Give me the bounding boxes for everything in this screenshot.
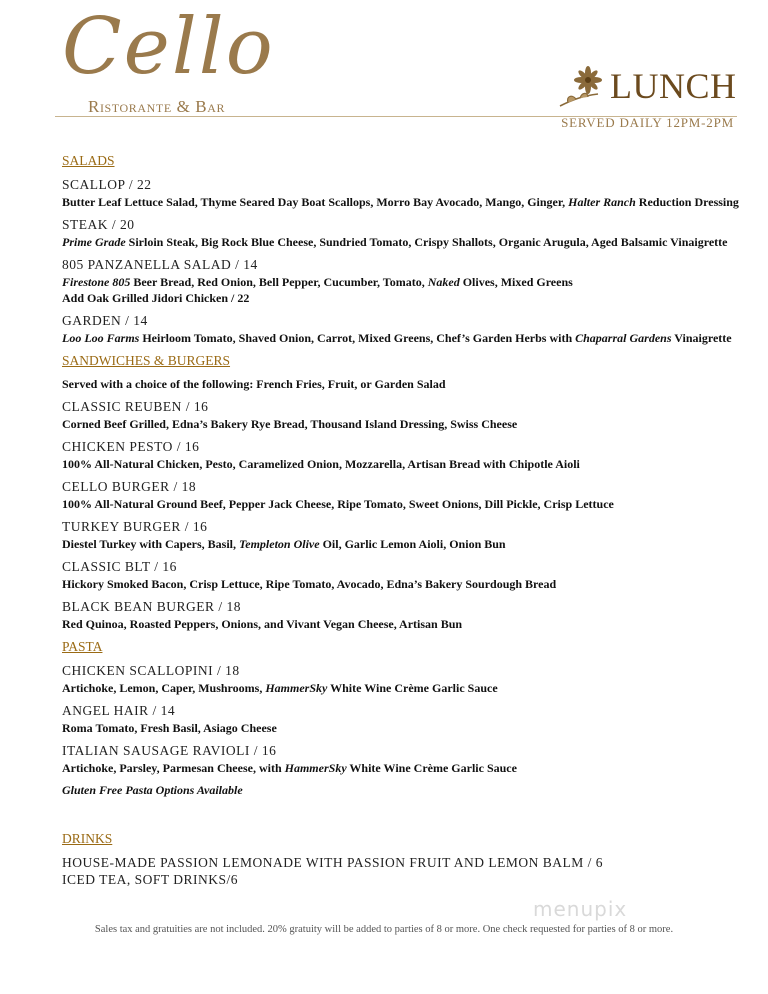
menu-section bbox=[62, 152, 752, 346]
menu-title: LUNCH bbox=[610, 66, 737, 106]
item-description: 100% All-Natural Chicken, Pesto, Caramelized Onion, Mozzarella, Artisan Bread with Chipotle Aioli bbox=[62, 457, 580, 471]
item-name: CLASSIC BLT / 16 bbox=[62, 559, 177, 574]
item-description: Corned Beef Grilled, Edna’s Bakery Rye Bread, Thousand Island Dressing, Swiss Cheese bbox=[62, 417, 518, 431]
logo-name: Cello bbox=[62, 2, 275, 92]
served-hours: SERVED DAILY 12PM-2PM bbox=[561, 115, 734, 130]
item-name: SCALLOP / 22 bbox=[62, 177, 152, 192]
item-description: Butter Leaf Lettuce Salad, Thyme Seared Day Boat Scallops, Morro Bay Avocado, Mango, Ginger, Halter Ranch Reduction Dressing bbox=[62, 195, 739, 209]
item-description: Artichoke, Parsley, Parmesan Cheese, with HammerSky White Wine Crème Garlic Sauce bbox=[62, 761, 517, 775]
menu-item bbox=[62, 398, 752, 432]
item-name: CHICKEN PESTO / 16 bbox=[62, 439, 200, 454]
item-description: Diestel Turkey with Capers, Basil, Templeton Olive Oil, Garlic Lemon Aioli, Onion Bun bbox=[62, 537, 506, 551]
menu-item bbox=[62, 176, 752, 210]
section-footnote: Gluten Free Pasta Options Available bbox=[62, 783, 243, 797]
flower-icon bbox=[558, 66, 610, 108]
item-name: ANGEL HAIR / 14 bbox=[62, 703, 176, 718]
item-name: 805 PANZANELLA SALAD / 14 bbox=[62, 257, 258, 272]
item-description: 100% All-Natural Ground Beef, Pepper Jack Cheese, Ripe Tomato, Sweet Onions, Dill Pickle, Crisp Lettuce bbox=[62, 497, 614, 511]
menu-sections bbox=[62, 152, 752, 798]
menu-item bbox=[62, 742, 752, 776]
item-description: Firestone 805 Beer Bread, Red Onion, Bell Pepper, Cucumber, Tomato, Naked Olives, Mixed Greens bbox=[62, 275, 573, 289]
section-note: Served with a choice of the following: French Fries, Fruit, or Garden Salad bbox=[62, 377, 446, 391]
menu-item bbox=[62, 702, 752, 736]
item-name: CHICKEN SCALLOPINI / 18 bbox=[62, 663, 240, 678]
menu-item bbox=[62, 598, 752, 632]
item-name: BLACK BEAN BURGER / 18 bbox=[62, 599, 242, 614]
drinks-section bbox=[62, 830, 752, 888]
menu-item bbox=[62, 518, 752, 552]
menu-item bbox=[62, 312, 752, 346]
menu-item bbox=[62, 478, 752, 512]
menu-item bbox=[62, 216, 752, 250]
menu-section bbox=[62, 352, 752, 632]
menu-item bbox=[62, 438, 752, 472]
item-name: STEAK / 20 bbox=[62, 217, 135, 232]
menu-section bbox=[62, 638, 752, 798]
section-heading: SANDWICHES & BURGERS bbox=[62, 353, 231, 368]
menu-item bbox=[62, 256, 752, 306]
section-heading: DRINKS bbox=[62, 831, 113, 846]
footer-note: Sales tax and gratuities are not included. 20% gratuity will be added to parties of 8 or more. One check requested for parties of 8 or more. bbox=[94, 924, 674, 935]
item-name: CLASSIC REUBEN / 16 bbox=[62, 399, 209, 414]
item-description: Roma Tomato, Fresh Basil, Asiago Cheese bbox=[62, 721, 277, 735]
item-name: GARDEN / 14 bbox=[62, 313, 148, 328]
item-description: Red Quinoa, Roasted Peppers, Onions, and Vivant Vegan Cheese, Artisan Bun bbox=[62, 617, 463, 631]
item-addon: Add Oak Grilled Jidori Chicken / 22 bbox=[62, 291, 250, 305]
item-description: Artichoke, Lemon, Caper, Mushrooms, HammerSky White Wine Crème Garlic Sauce bbox=[62, 681, 498, 695]
watermark: menupix bbox=[533, 897, 628, 921]
item-name: ITALIAN SAUSAGE RAVIOLI / 16 bbox=[62, 743, 277, 758]
drink-line: ICED TEA, SOFT DRINKS/6 bbox=[62, 872, 239, 887]
item-name: TURKEY BURGER / 16 bbox=[62, 519, 208, 534]
item-description: Prime Grade Sirloin Steak, Big Rock Blue Cheese, Sundried Tomato, Crispy Shallots, Organic Arugula, Aged Balsamic Vinaigrette bbox=[62, 235, 728, 249]
menu-item bbox=[62, 558, 752, 592]
item-description: Hickory Smoked Bacon, Crisp Lettuce, Ripe Tomato, Avocado, Edna’s Bakery Sourdough Bread bbox=[62, 577, 557, 591]
section-heading: PASTA bbox=[62, 639, 103, 654]
drink-line: HOUSE-MADE PASSION LEMONADE WITH PASSION FRUIT AND LEMON BALM / 6 bbox=[62, 855, 604, 870]
menu-body bbox=[62, 152, 752, 888]
section-heading: SALADS bbox=[62, 153, 115, 168]
item-description: Loo Loo Farms Heirloom Tomato, Shaved Onion, Carrot, Mixed Greens, Chef’s Garden Herbs with Chaparral Gardens Vinaigrette bbox=[62, 331, 732, 345]
menu-item bbox=[62, 662, 752, 696]
logo-tagline: Ristorante & Bar bbox=[88, 97, 226, 116]
item-name: CELLO BURGER / 18 bbox=[62, 479, 197, 494]
